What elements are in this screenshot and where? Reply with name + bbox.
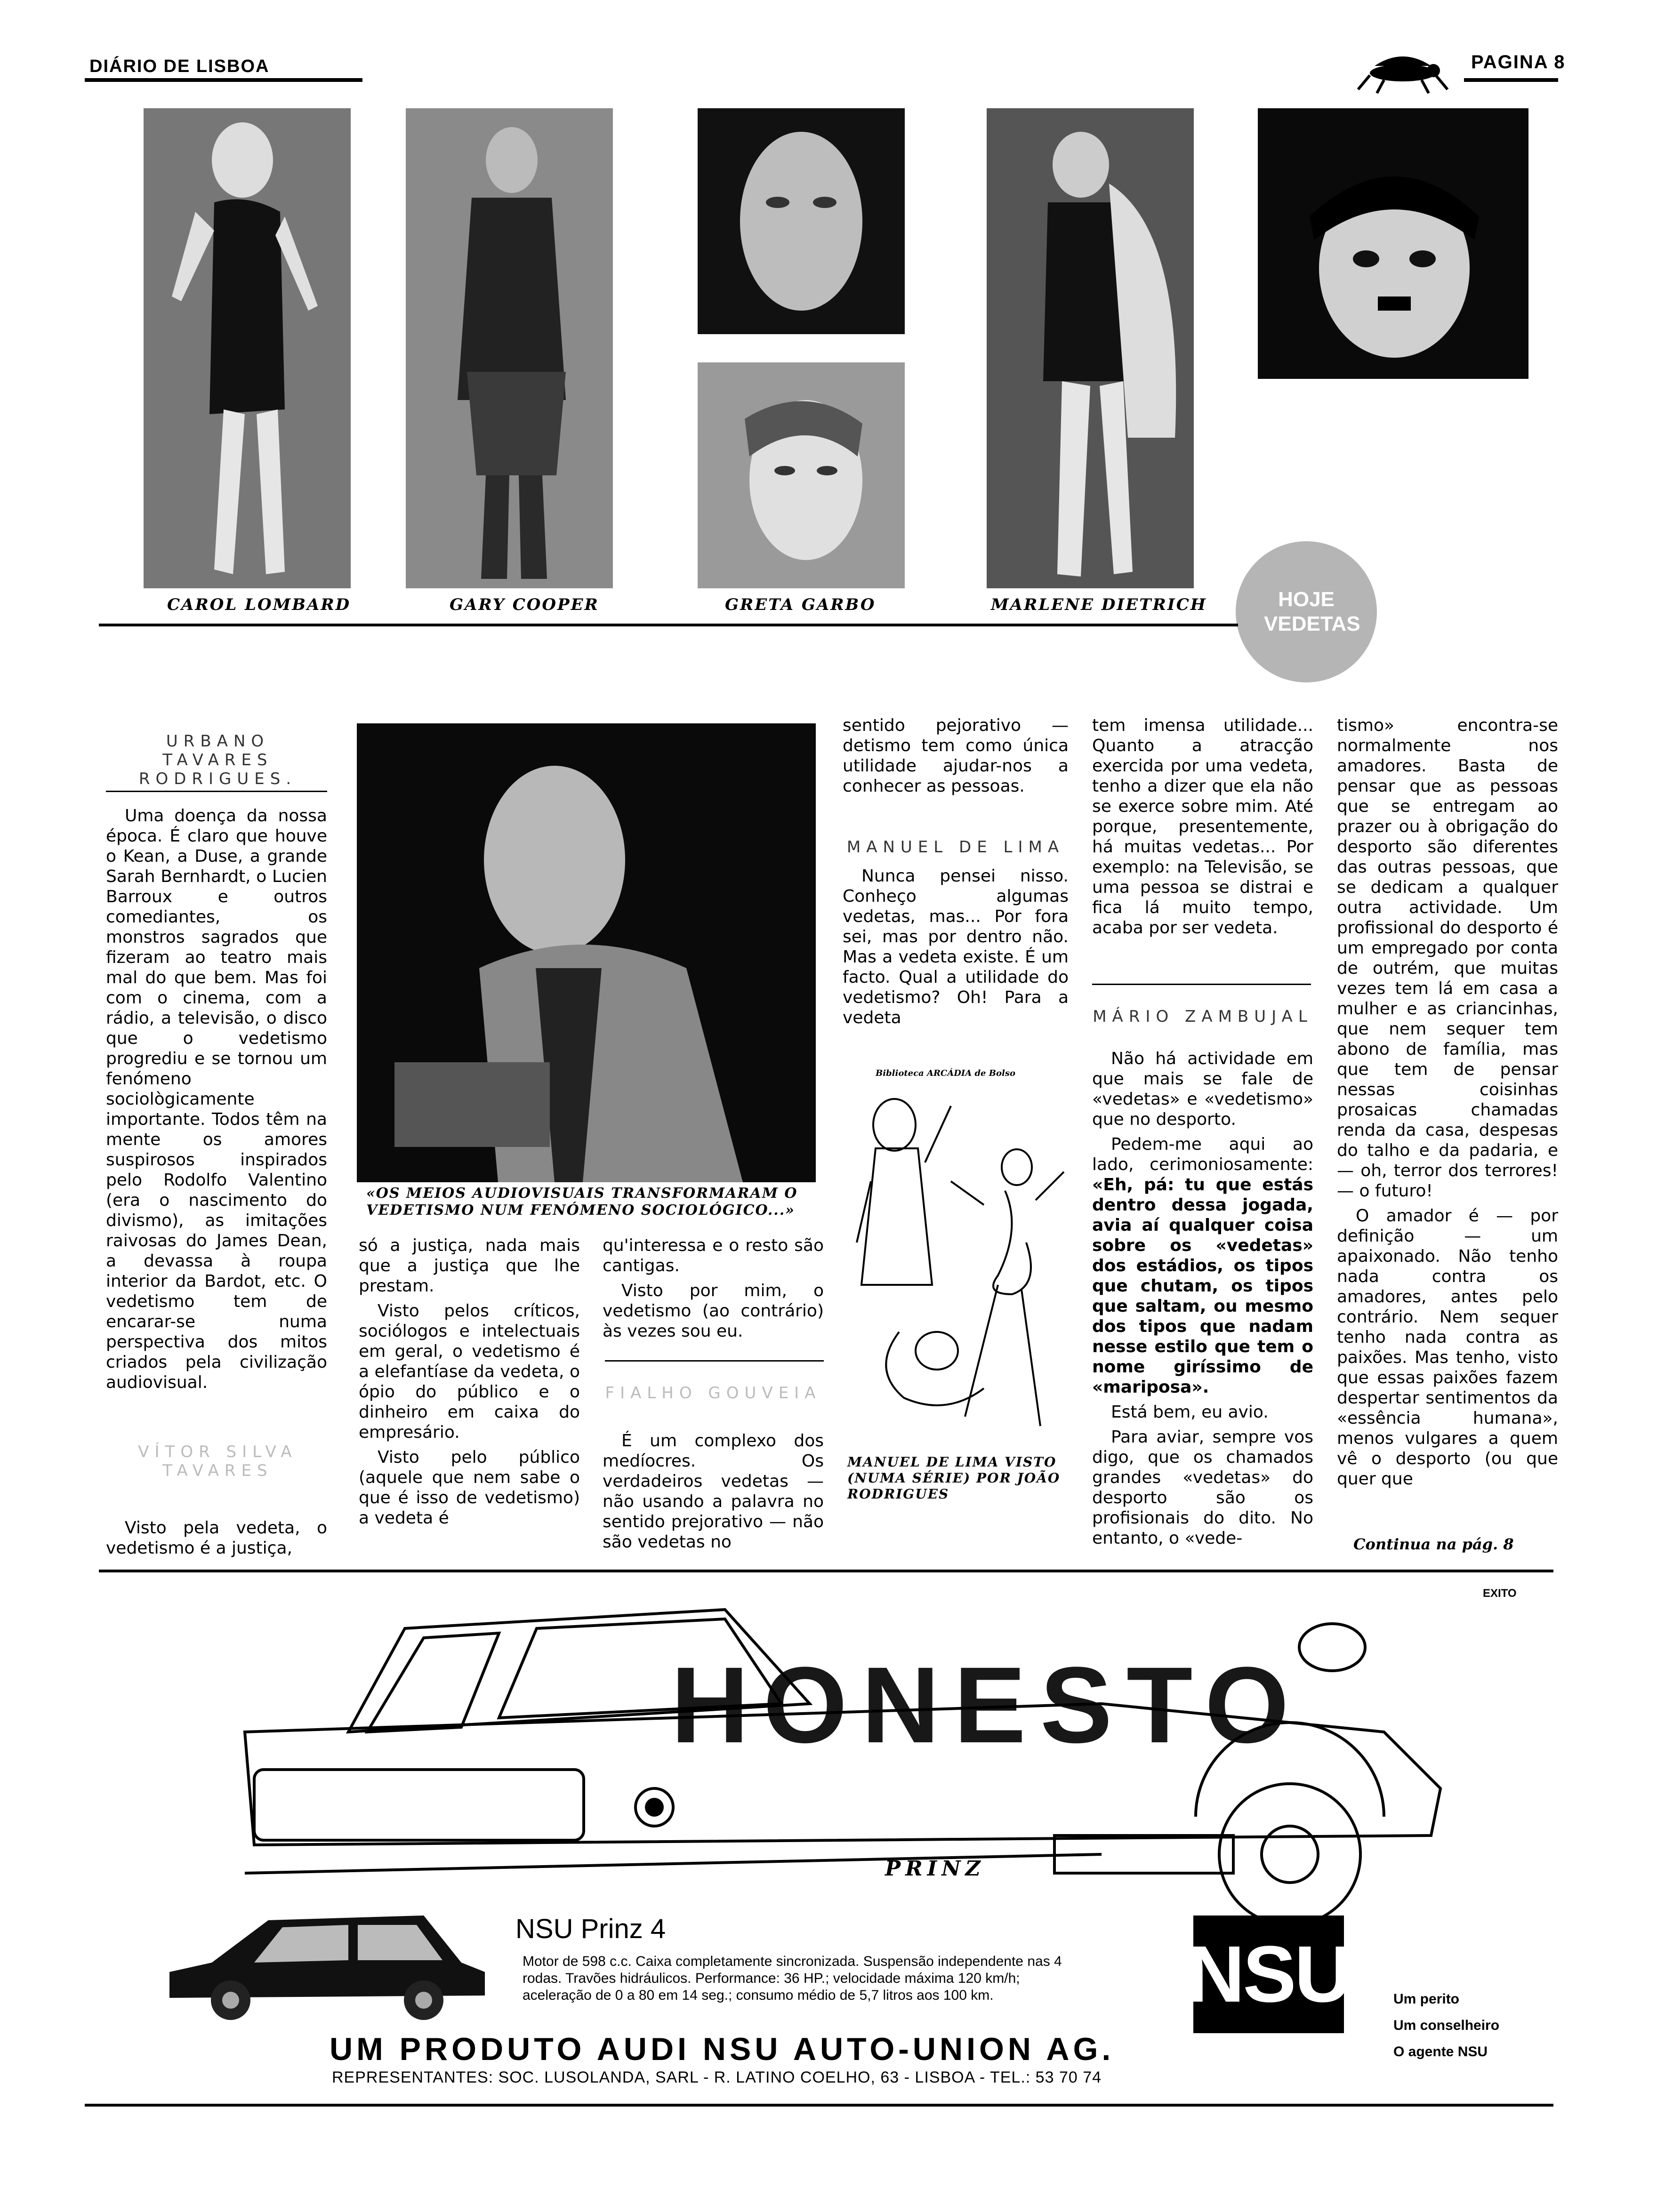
photo-gary-cooper [406, 108, 613, 588]
col3a-paragraph-3: É um complexo dos medíocres. Os verdadeiros vedetas — não usando a palavra no sentido prejorativo — não são vedetas no [603, 1431, 824, 1552]
photo-greta-garbo-2 [698, 362, 905, 588]
byline-manuel: MANUEL DE LIMA [846, 838, 1065, 857]
col2-paragraph-2: Visto pelos críticos, sociólogos e intelectuais em geral, o vedetismo é a elefantíase da vedeta, o ópio do público e o dinheiro em caixa do empresário. [359, 1301, 580, 1442]
article-col3 [843, 715, 1069, 801]
col5-paragraph-2: O amador é — por definição — um apaixonado. Não tenho nada contra os amadores, antes pelo contrário. Nem sequer tenho nada contra as paixões. Mas tenho, visto que essas paixões fazem despertar sentimentos da «essência humana», menos vulgares a quem vê o desporto (ou que quer que [1337, 1206, 1558, 1489]
col2-paragraph-3: Visto pelo público (aquele que nem sabe o que é isso de vedetismo) a vedeta é [359, 1448, 580, 1528]
ad-side-lines [1393, 1986, 1499, 2065]
col4-paragraph-3-quote: «Eh, pá: tu que estás dentro dessa jogada, avia aí qualquer coisa sobre os «vedetas» dos estádios, os tipos que chutam, os tipos que saltam, ou mesmo dos tipos que nadam nesse estilo que tem o nome giríssimo de «mariposa». [1092, 1175, 1313, 1397]
ad-representatives: REPRESENTANTES: SOC. LUSOLANDA, SARL - R. LATINO COELHO, 63 - LISBOA - TEL.: 53 70 74 [332, 2068, 1102, 2086]
photo-carol-lombard [144, 108, 351, 588]
ad-model-name: NSU Prinz 4 [515, 1914, 666, 1944]
caption-marlene-dietrich: MARLENE DIETRICH [991, 595, 1207, 614]
byline-vitor: VÍTOR SILVA TAVARES [138, 1443, 298, 1480]
col3-paragraph-2: Nunca pensei nisso. Conheço algumas vedetas, mas... Por fora sei, mas por dentro não. Mas a vedeta existe. É um facto. Qual a utilidade do vedetismo? Oh! Para a vedeta [843, 866, 1069, 1027]
ad-slogan: UM PRODUTO AUDI NSU AUTO-UNION AG. [330, 2031, 1115, 2067]
article-col2 [359, 1235, 580, 1533]
cartoon-caption: MANUEL DE LIMA VISTO (NUMA SÉRIE) POR JOÃO RODRIGUES [847, 1454, 1061, 1502]
masthead-rule [85, 78, 362, 82]
ad-bottom-rule [85, 2104, 1553, 2107]
ad-car-badge: PRINZ [885, 1857, 985, 1881]
ad-side-line: Um perito [1393, 1991, 1460, 2007]
photo-chaplin [1258, 108, 1528, 379]
ad-small-car-photo [160, 1892, 490, 2024]
cartoon-drawing [843, 1087, 1069, 1464]
byline-rule-mario [1092, 984, 1311, 985]
article-col1 [106, 806, 327, 1397]
continued-notice: Continua na pág. 8 [1353, 1535, 1514, 1553]
stamp-text: HOJE VEDETAS [1264, 588, 1360, 635]
page-number: PAGINA 8 [1471, 52, 1566, 72]
nsu-logo: NSU [1193, 1915, 1344, 2033]
photos-rule [99, 624, 1238, 626]
ad-description: Motor de 598 c.c. Caixa completamente sincronizada. Suspensão independente nas 4 rodas. Travões hidráulicos. Performance: 36 HP.; velocidade máxima 120 km/h; aceleração de 0 a 80 em 14 seg.; consumo médio de 5,7 litros aos 100 km. [523, 1954, 1062, 2003]
photo-marlene-dietrich [987, 108, 1194, 588]
page-number-rule [1464, 78, 1558, 82]
article-col5 [1337, 715, 1558, 1494]
byline-rule-fialho [605, 1360, 824, 1362]
byline-urbano: URBANO TAVARES RODRIGUES. [138, 732, 297, 788]
col4-paragraph-3-intro: Pedem-me aqui ao lado, cerimoniosamente: [1092, 1135, 1313, 1174]
speaker-photo-caption: «OS MEIOS AUDIOVISUAIS TRANSFORMARAM O VEDETISMO NUM FENÓMENO SOCIOLÓGICO...» [366, 1185, 798, 1218]
masthead: DIÁRIO DE LISBOA [89, 56, 270, 76]
hoje-vedetas-stamp [1236, 541, 1377, 682]
article-col4-b [1092, 1049, 1313, 1553]
photo-greta-garbo-1 [698, 108, 905, 334]
col3-paragraph-1: sentido pejorativo — detismo tem como única utilidade ajudar-nos a conhecer as pessoas. [843, 716, 1069, 796]
article-col3-b [843, 866, 1069, 1033]
caption-greta-garbo: GRETA GARBO [725, 595, 876, 614]
article-col3a-b [603, 1431, 824, 1557]
col3a-paragraph-1: qu'interessa e o resto são cantigas. [603, 1236, 824, 1275]
col4-paragraph-4: Está bem, eu avio. [1111, 1403, 1269, 1422]
col4-paragraph-2: Não há actividade em que mais se fale de «vedetas» e «vedetismo» que no desporto. [1092, 1049, 1313, 1129]
col1-paragraph: Uma doença da nossa época. É claro que houve o Kean, a Duse, a grande Sarah Bernhardt, o Lucien Barroux e outros comediantes, os monstros sagrados que fizeram ao teatro mais mal do que bem. Mas foi com o cinema, com a rádio, a televisão, o disco que o vedetismo progrediu e se tornou um fenómeno sociològicamente importante. Todos têm na mente os amores suspirosos inspirados pelo Rodolfo Valentino (era o nascimento do divismo), as imitações raivosas do James Dean, a devassa à roupa interior da Bardot, etc. O vedetismo tem de encarar-se numa perspectiva dos mitos criados pela civilização audiovisual. [106, 806, 327, 1392]
caption-gary-cooper: GARY COOPER [450, 595, 599, 614]
col4-paragraph-1: tem imensa utilidade... Quanto a atracção exercida por uma vedeta, tenho a dizer que ela não se exerce sobre mim. Até porque, presentemente, há muitas vedetas... Por exemplo: na Televisão, se uma pessoa se distrai e fica lá muito tempo, acaba por ser vedeta. [1092, 716, 1313, 938]
cartoon-illustration [843, 1068, 1069, 1502]
col4-paragraph-3 [1092, 1134, 1313, 1397]
col4-paragraph-5: Para aviar, sempre vos digo, que os chamados grandes «vedetas» do desporto são os profisionais do dito. No entanto, o «vede- [1092, 1427, 1313, 1548]
ad-top-rule [99, 1570, 1553, 1572]
ad-side-line: Um conselheiro [1393, 2018, 1500, 2033]
ad-headline: HONESTO [671, 1644, 1303, 1765]
col5-paragraph-1: tismo» encontra-se normalmente nos amadores. Basta de pensar que as pessoas que se entregam ao prazer ou à obrigação do desporto são diferentes das outras pessoas, que se dedicam a qualquer outra actividade. Um profissional do desporto é um empregado por conta de outrém, que muitas vezes tem lá em casa a mulher e as criancinhas, que nem sequer tem abono de família, mas que tem de pensar nessas coisinhas prosaicas chamadas renda da casa, despesas do talho e da padaria, e — oh, terror dos terrores! — o futuro! [1337, 716, 1558, 1201]
caption-carol-lombard: CAROL LOMBARD [167, 595, 351, 614]
ad-side-line: O agente NSU [1393, 2044, 1488, 2060]
byline-mario: MÁRIO ZAMBUJAL [1093, 1007, 1313, 1026]
byline-rule [106, 791, 327, 792]
article-col1-b [106, 1518, 327, 1563]
col1-paragraph-2: Visto pela vedeta, o vedetismo é a justiça, [106, 1518, 327, 1558]
col2-paragraph-1: só a justiça, nada mais que a justiça que lhe prestam. [359, 1236, 580, 1296]
photo-speaker [357, 723, 816, 1182]
cartoon-book-label: Biblioteca ARCÁDIA de Bolso [876, 1068, 1015, 1078]
article-col4 [1092, 715, 1313, 943]
byline-fialho: FIALHO GOUVEIA [605, 1384, 821, 1403]
article-col3a [603, 1235, 824, 1346]
fly-emblem-icon [1356, 47, 1450, 94]
ad-agency-credit: EXITO [1483, 1587, 1517, 1600]
col3a-paragraph-2: Visto por mim, o vedetismo (ao contrário) às vezes sou eu. [603, 1281, 824, 1341]
